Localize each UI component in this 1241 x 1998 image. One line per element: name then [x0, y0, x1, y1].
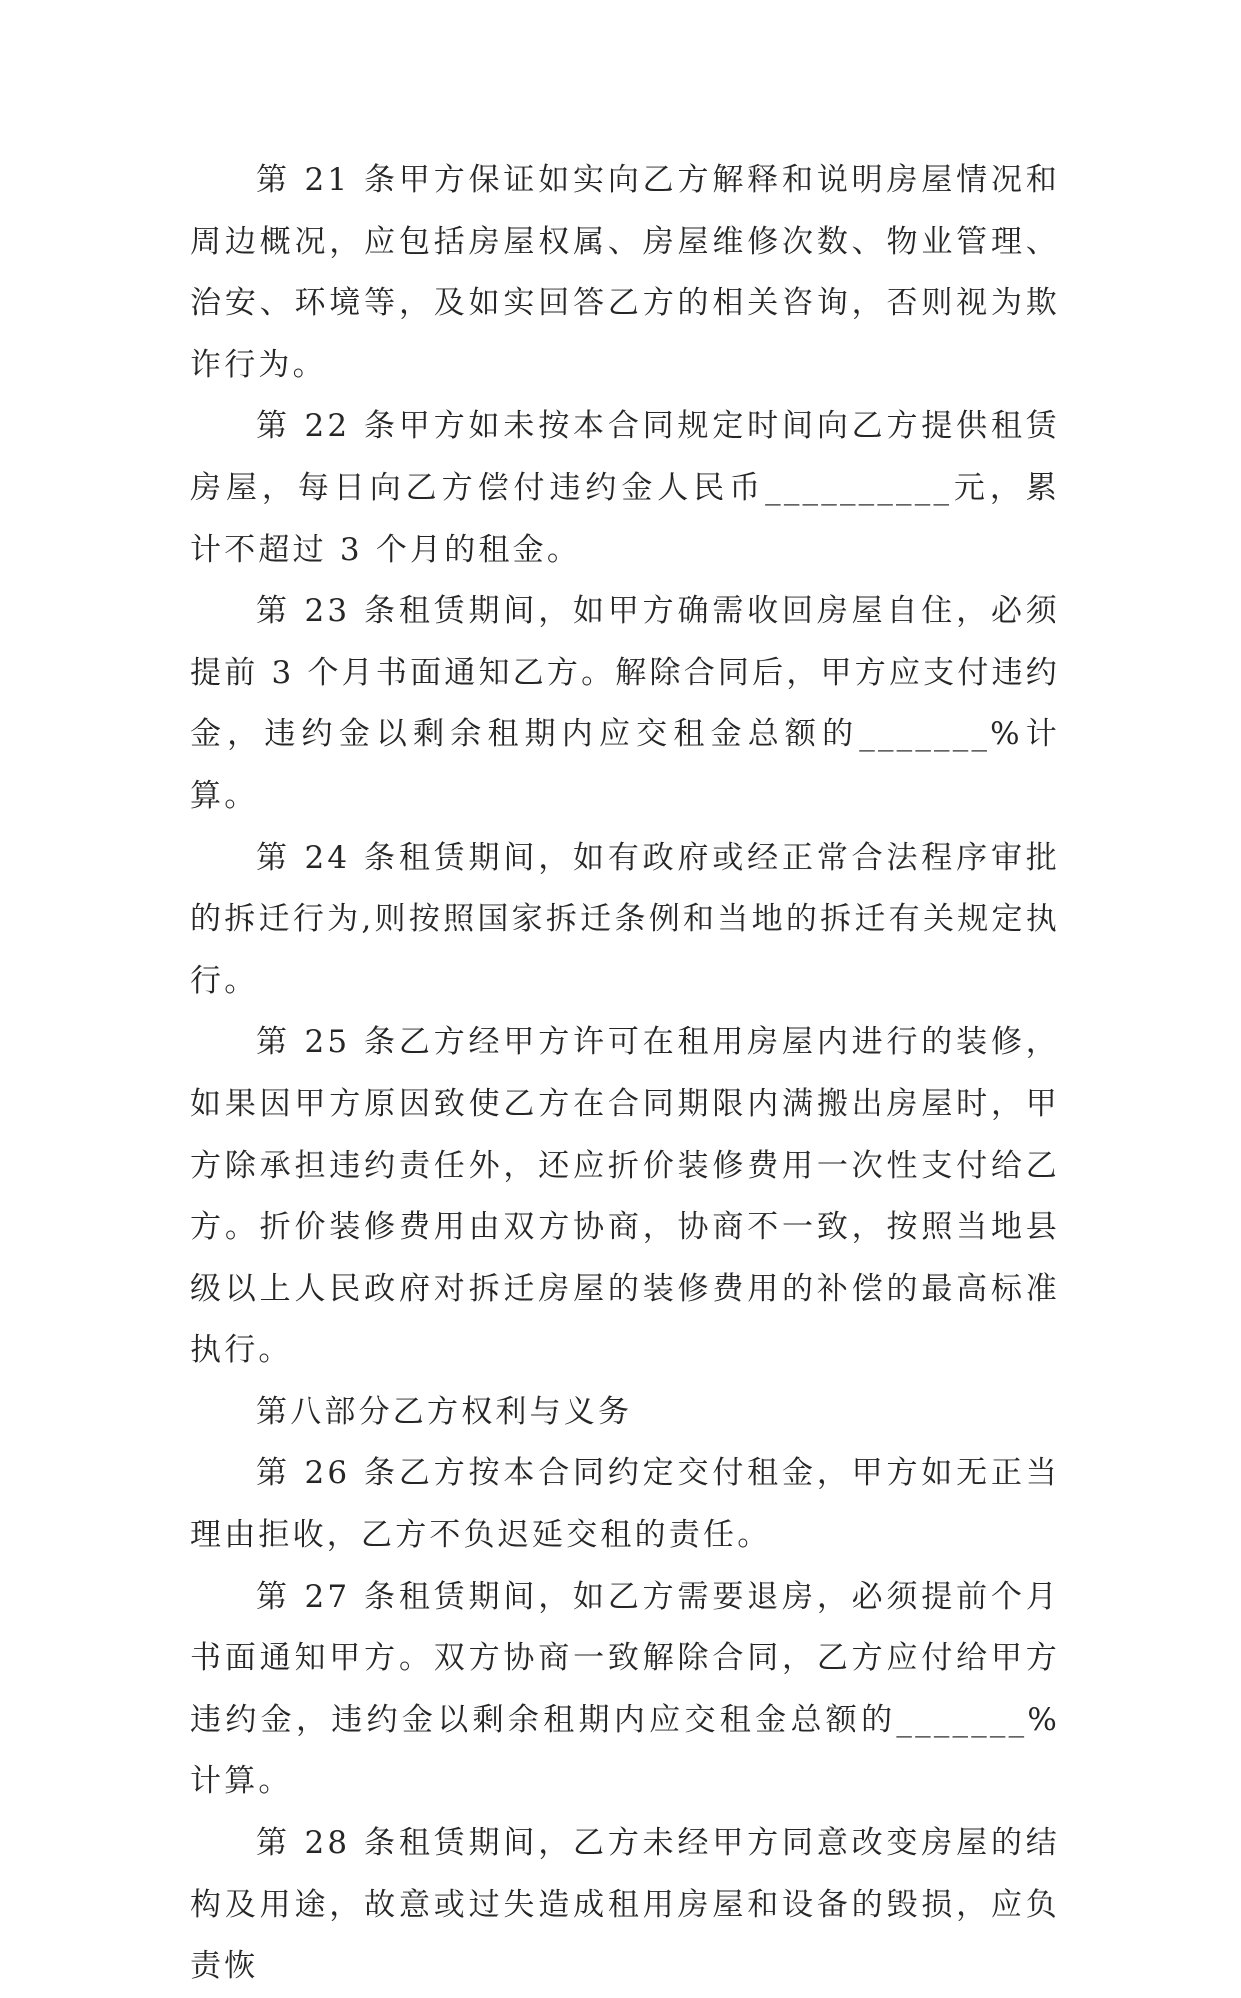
clause-28-paragraph: 第 28 条租赁期间，乙方未经甲方同意改变房屋的结构及用途，故意或过失造成租用房屋和设备的毁损，应负责恢 [190, 1825, 1060, 1985]
clause-27-paragraph: 第 27 条租赁期间，如乙方需要退房，必须提前个月书面通知甲方。双方协商一致解除合同，乙方应付给甲方违约金，违约金以剩余租期内应交租金总额的_______%计算。 [190, 1578, 1060, 1800]
section-heading-part-8: 第八部分乙方权利与义务 [256, 1393, 633, 1430]
clause-22-paragraph: 第 22 条甲方如未按本合同规定时间向乙方提供租赁房屋，每日向乙方偿付违约金人民币__________元，累计不超过 3 个月的租金。 [190, 408, 1060, 568]
clause-26-paragraph: 第 26 条乙方按本合同约定交付租金，甲方如无正当理由拒收，乙方不负迟延交租的责任。 [190, 1455, 1060, 1554]
clause-24-paragraph: 第 24 条租赁期间，如有政府或经正常合法程序审批的拆迁行为,则按照国家拆迁条例和当地的拆迁有关规定执行。 [190, 839, 1060, 999]
document-body [190, 150, 1060, 1998]
clause-23-paragraph: 第 23 条租赁期间，如甲方确需收回房屋自住，必须提前 3 个月书面通知乙方。解除合同后，甲方应支付违约金，违约金以剩余租期内应交租金总额的_______%计算。 [190, 593, 1060, 814]
clause-25-paragraph: 第 25 条乙方经甲方许可在租用房屋内进行的装修，如果因甲方原因致使乙方在合同期限内满搬出房屋时，甲方除承担违约责任外，还应折价装修费用一次性支付给乙方。折价装修费用由双方协商，协商不一致，按照当地县级以上人民政府对拆迁房屋的装修费用的补偿的最高标准执行。 [190, 1024, 1060, 1369]
clause-21-paragraph: 第 21 条甲方保证如实向乙方解释和说明房屋情况和周边概况，应包括房屋权属、房屋维修次数、物业管理、治安、环境等，及如实回答乙方的相关咨询，否则视为欺诈行为。 [190, 162, 1060, 383]
